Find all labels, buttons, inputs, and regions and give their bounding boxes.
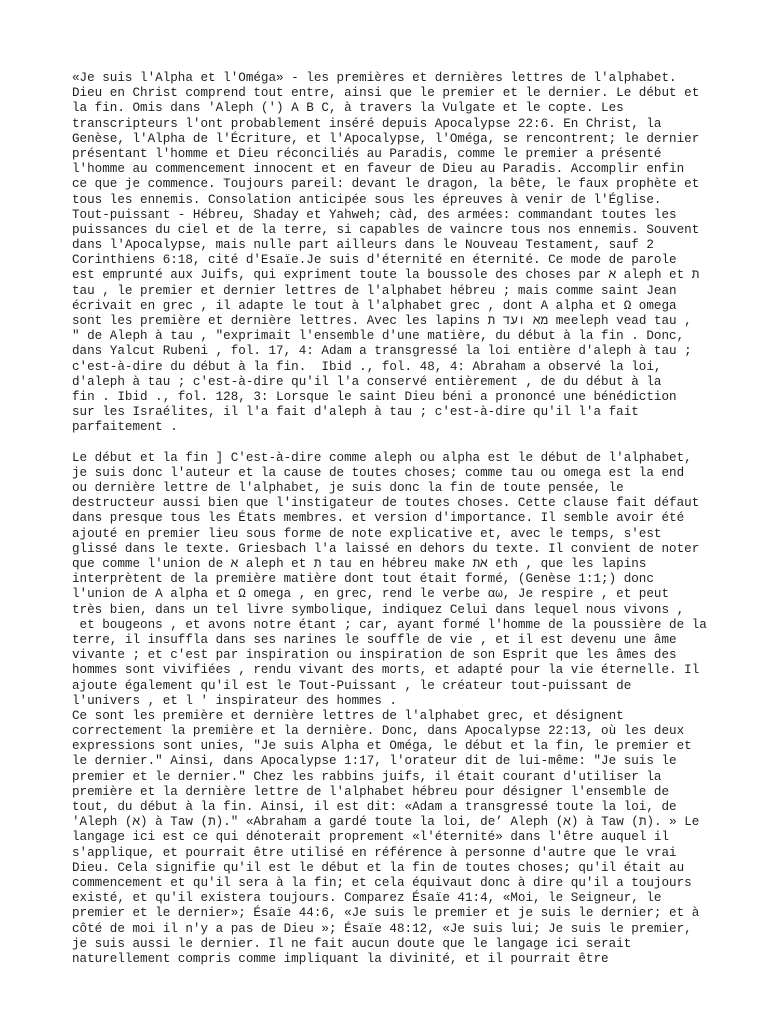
text-line: ajouté en premier lieu sous forme de note explicative et, avec le temps, s'est <box>72 526 662 541</box>
text-line: terre, il insuffla dans ses narines le souffle de vie , et il est devenu une âme <box>72 632 677 647</box>
text-line: parfaitement . <box>72 420 178 435</box>
text-line: transcripteurs l'ont probablement inséré depuis Apocalypse 22:6. En Christ, la <box>72 116 662 131</box>
text-line: " de Aleph à tau , "exprimait l'ensemble d'une matière, du début à la fin . Donc, <box>72 329 685 344</box>
text-line: c'est-à-dire du début à la fin. Ibid ., fol. 48, 4: Abraham a observé la loi, <box>72 359 662 374</box>
text-line: ou dernière lettre de l'alphabet, je suis donc la fin de toute pensée, le <box>72 481 624 496</box>
text-line: puissances du ciel et de la terre, si capables de vaincre tous nos ennemis. Souvent <box>72 222 700 237</box>
text-line: vivante ; et c'est par inspiration ou inspiration de son Esprit que les âmes des <box>72 648 677 663</box>
text-line: d'aleph à tau ; c'est-à-dire qu'il l'a conservé entièrement , de du début à la <box>72 374 662 389</box>
text-line: naturellement compris comme impliquant la divinité, et il pourrait être <box>72 951 609 966</box>
text-line: existé, et qu'il existera toujours. Comparez Ésaïe 41:4, «Moi, le Seigneur, le <box>72 891 662 906</box>
text-line: dans l'Apocalypse, mais nulle part ailleurs dans le Nouveau Testament, sauf 2 <box>72 238 654 253</box>
text-line: je suis aussi le dernier. Il ne fait aucun doute que le langage ici serait <box>72 936 632 951</box>
text-line: langage ici est ce qui dénoterait proprement «l'éternité» dans l'être auquel il <box>72 830 670 845</box>
text-line: Genèse, l'Alpha de l'Écriture, et l'Apocalypse, l'Oméga, se rencontrent; le dernier <box>72 131 700 146</box>
text-line: destructeur aussi bien que l'instigateur de toutes choses. Cette clause fait défaut <box>72 496 700 511</box>
text-line: fin . Ibid ., fol. 128, 3: Lorsque le saint Dieu béni a prononcé une bénédiction <box>72 389 677 404</box>
text-line: glissé dans le texte. Griesbach l'a laissé en dehors du texte. Il convient de noter <box>72 541 700 556</box>
text-line: dans presque tous les États membres. et version d'importance. Il semble avoir été <box>72 511 685 526</box>
text-line: est emprunté aux Juifs, qui expriment toute la boussole des choses par א aleph et ת <box>72 268 700 283</box>
text-line: dans Yalcut Rubeni , fol. 17, 4: Adam a transgressé la loi entière d'aleph à tau ; <box>72 344 692 359</box>
text-line: Corinthiens 6:18, cité d'Esaïe.Je suis d'éternité en éternité. Ce mode de parole <box>72 253 677 268</box>
text-line: présentant l'homme et Dieu réconciliés au Paradis, comme le premier a présenté <box>72 146 662 161</box>
text-line: le dernier." Ainsi, dans Apocalypse 1:17, l'orateur dit de lui-même: "Je suis le <box>72 754 677 769</box>
text-line: écrivait en grec , il adapte le tout à l'alphabet grec , dont Α alpha et Ω omega <box>72 298 677 313</box>
text-line: Le début et la fin ] C'est-à-dire comme aleph ou alpha est le début de l'alphabet, <box>72 450 692 465</box>
text-line: interprètent de la première matière dont tout était formé, (Genèse 1:1;) donc <box>72 572 654 587</box>
text-line: Dieu. Cela signifie qu'il est le début et la fin de toutes choses; qu'il était au <box>72 860 685 875</box>
text-line: tout, du début à la fin. Ainsi, il est dit: «Adam a transgressé toute la loi, de <box>72 800 677 814</box>
text-line: hommes sont vivifiées , rendu vivant des morts, et adapté pour la vie éternelle. Il <box>72 663 700 678</box>
text-line: Ce sont les première et dernière lettres de l'alphabet grec, et désignent <box>72 708 624 723</box>
text-line: tau , le premier et dernier lettres de l'alphabet hébreu ; mais comme saint Jean <box>72 283 677 298</box>
text-line: très bien, dans un tel livre symbolique, indiquez Celui dans lequel nous vivons , <box>72 602 685 617</box>
document-page <box>72 71 707 967</box>
text-line: tous les ennemis. Consolation anticipée sous les épreuves à venir de l'Église. <box>72 192 662 207</box>
text-line: l'union de Α alpha et Ω omega , en grec, rend le verbe αω, Je respire , et peut <box>72 587 670 602</box>
text-line: ce que je commence. Toujours pareil: devant le dragon, la bête, le faux prophète et <box>72 177 700 192</box>
paragraph-3 <box>72 709 702 967</box>
text-line: sur les Israélites, il l'a fait d'aleph à tau ; c'est-à-dire qu'il l'a fait <box>72 405 639 420</box>
text-line: la fin. Omis dans 'Aleph (') A B C, à travers la Vulgate et le copte. Les <box>72 101 624 116</box>
text-line: correctement la première et la dernière. Donc, dans Apocalypse 22:13, où les deux <box>72 724 685 739</box>
text-line: expressions sont unies, "Je suis Alpha et Oméga, le début et la fin, le premier et <box>72 739 692 754</box>
text-line: «Je suis l'Alpha et l'Oméga» - les premières et dernières lettres de l'alphabet. <box>72 71 677 85</box>
text-line: Tout-puissant - Hébreu, Shaday et Yahweh; càd, des armées: commandant toutes les <box>72 207 677 222</box>
text-line: première et la dernière lettre de l'alphabet hébreu pour désigner l'ensemble de <box>72 784 670 799</box>
text-line: 'Aleph (א) à Taw (ת)." «Abraham a gardé toute la loi, de’ Aleph (א) à Taw (ת). » Le <box>72 815 700 830</box>
paragraph-1 <box>72 71 702 436</box>
text-line: s'applique, et pourrait être utilisé en référence à personne d'autre que le vrai <box>72 845 677 860</box>
text-line: côté de moi il n'y a pas de Dieu »; Ésaïe 48:12, «Je suis lui; Je suis le premier, <box>72 921 692 936</box>
text-line: et bougeons , et avons notre étant ; car, ayant formé l'homme de la poussière de la <box>72 617 707 632</box>
text-line: premier et le dernier»; Ésaïe 44:6, «Je suis le premier et je suis le dernier; et à <box>72 906 700 921</box>
paragraph-2 <box>72 450 707 709</box>
text-line: Dieu en Christ comprend tout entre, ainsi que le premier et le dernier. Le début et <box>72 86 700 101</box>
text-line: l'univers , et l ' inspirateur des hommes . <box>72 693 397 708</box>
text-line: l'homme au commencement innocent et en faveur de Dieu au Paradis. Accomplir enfin <box>72 162 685 177</box>
text-line: ajoute également qu'il est le Tout-Puissant , le créateur tout-puissant de <box>72 678 632 693</box>
paragraph-gap <box>72 436 702 451</box>
text-line: que comme l'union de א aleph et ת tau en hébreu make את eth , que les lapins <box>72 557 647 571</box>
text-line: je suis donc l'auteur et la cause de toutes choses; comme tau ou omega est la end <box>72 465 685 480</box>
text-line: commencement et qu'il sera à la fin; et cela équivaut donc à dire qu'il a toujours <box>72 875 692 890</box>
text-line: sont les première et dernière lettres. Avec les lapins מא ועד ת meeleph vead tau , <box>72 314 692 328</box>
text-line: premier et le dernier." Chez les rabbins juifs, il était courant d'utiliser la <box>72 769 662 784</box>
